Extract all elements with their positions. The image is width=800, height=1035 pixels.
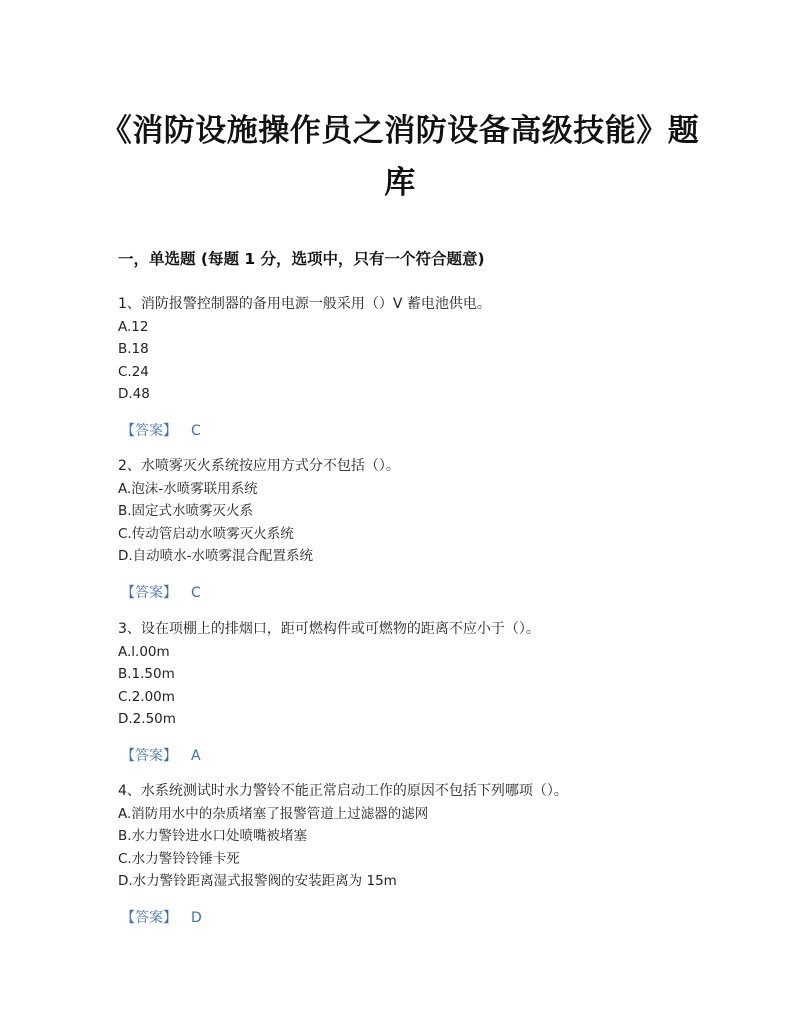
answer-row [118,420,718,442]
question-stem: 2、水喷雾灭火系统按应用方式分不包括（）。 [118,458,400,474]
option-b: B.1.50m [118,666,175,682]
answer-value: A [191,747,201,764]
question-4 [118,780,718,929]
document-title: 《消防设施操作员之消防设备高级技能》题库 [100,113,700,201]
question-2 [118,455,718,604]
answer-label: 【答案】 [121,422,177,439]
answer-row [118,745,718,767]
option-d: D.自动喷水-水喷雾混合配置系统 [118,548,314,564]
option-a: A.消防用水中的杂质堵塞了报警管道上过滤器的滤网 [118,805,429,822]
answer-value: C [191,422,201,439]
answer-value: D [191,909,202,926]
answer-row [118,907,718,929]
section-heading: 一，单选题 (每题 1 分，选项中，只有一个符合题意) [118,250,485,268]
answer-row [118,582,718,604]
option-d: D.2.50m [118,711,176,727]
option-a: A.l.00m [118,643,170,660]
option-b: B.水力警铃进水口处喷嘴被堵塞 [118,828,308,844]
question-1 [118,293,718,442]
question-stem: 4、水系统测试时水力警铃不能正常启动工作的原因不包括下列哪项（）。 [118,783,568,799]
answer-label: 【答案】 [121,584,177,601]
option-a: A.12 [118,318,149,335]
answer-label: 【答案】 [121,909,177,926]
question-stem: 1、消防报警控制器的备用电源一般采用（）V 蓄电池供电。 [118,296,491,312]
option-b: B.18 [118,341,149,357]
option-c: C.2.00m [118,688,175,705]
answer-label: 【答案】 [121,747,177,764]
option-b: B.固定式水喷雾灭火系 [118,503,254,519]
question-stem: 3、设在项棚上的排烟口，距可燃构件或可燃物的距离不应小于（）。 [118,621,540,637]
option-c: C.水力警铃铃锤卡死 [118,850,240,867]
option-d: D.48 [118,386,150,402]
option-c: C.24 [118,363,149,380]
question-3 [118,618,718,767]
answer-value: C [191,584,201,601]
option-c: C.传动管启动水喷雾灭火系统 [118,525,294,542]
option-d: D.水力警铃距离湿式报警阀的安装距离为 15m [118,873,397,889]
option-a: A.泡沫-水喷雾联用系统 [118,480,258,497]
